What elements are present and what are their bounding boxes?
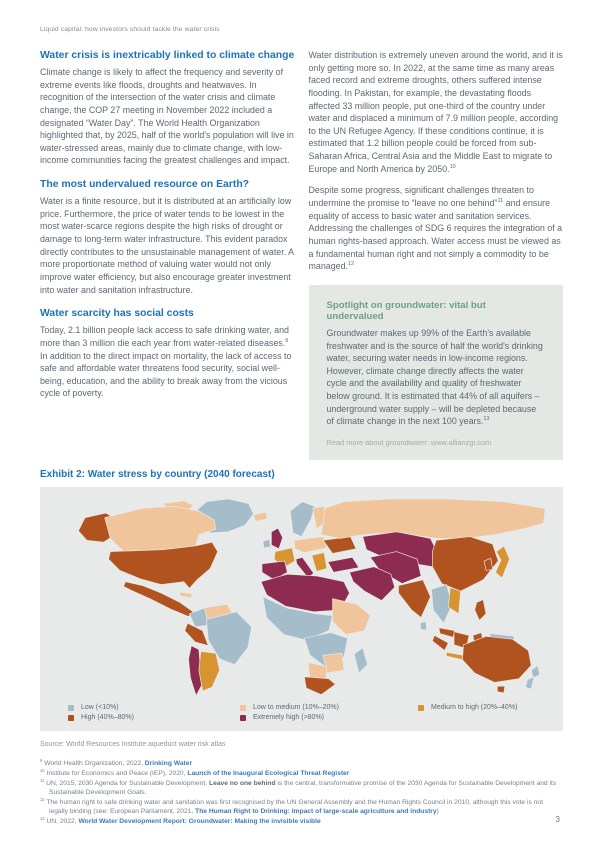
left-column xyxy=(40,49,295,460)
map-region-vietnam xyxy=(448,587,460,613)
map-region-sudan-horn xyxy=(333,599,371,635)
map-region-south-africa xyxy=(304,677,335,695)
footnote-ref-11: 11 xyxy=(497,198,504,205)
footnote-bold-text: Leave no one behind xyxy=(209,779,276,787)
paragraph-sdg6: Despite some progress, significant challenges threaten to undermine the promise to “leave no one behind”$^{11}$ and ensure equality of access to basic water and sanitation services. Addressing the challenges of SDG 6 requires the integration of a human rights-based approach. Water access must be viewed as a fundamental human right and not simply a commodity to be managed.$^{12}$ xyxy=(308,185,563,272)
legend-label: Medium to high (20%–40%) xyxy=(431,704,518,712)
footnotes xyxy=(40,759,563,826)
map-panel xyxy=(40,487,563,731)
map-region-scandinavia xyxy=(290,502,314,537)
map-region-malaysia xyxy=(439,628,455,637)
map-region-uk xyxy=(271,528,282,549)
footnote-link[interactable]: Drinking Water xyxy=(144,760,193,768)
spotlight-heading: Spotlight on groundwater: vital but undervalued xyxy=(326,299,486,322)
map-region-ukraine xyxy=(323,537,356,554)
legend-swatch xyxy=(240,715,246,721)
right-column xyxy=(309,49,564,460)
legend-swatch xyxy=(68,705,74,711)
map-region-turkey xyxy=(328,557,359,572)
map-region-tasmania xyxy=(497,686,505,693)
two-column-body xyxy=(40,49,563,460)
section-heading-undervalued: The most undervalued resource on Earth? xyxy=(40,179,250,191)
paragraph-social-costs: Today, 2.1 billion people lack access to safe drinking water, and more than 3 million die each year from water-related diseases.$^9$ In addition to the direct impact on mortality, the lack of access to safe and affordable water threatens food security, social well-being, education, and the ability to break away from the vicious cycle of poverty. xyxy=(40,325,292,399)
footnote-ref-13: 13 xyxy=(483,416,490,423)
spotlight-box xyxy=(309,285,564,460)
legend-item xyxy=(418,704,551,711)
footnote-link[interactable]: Launch of the Inaugural Ecological Threat Register xyxy=(187,770,350,777)
map-region-mexico xyxy=(124,582,194,617)
map-region-russia xyxy=(321,499,545,539)
map-region-central-europe xyxy=(294,537,327,553)
legend-item xyxy=(68,704,240,711)
world-water-stress-map xyxy=(52,497,551,698)
map-region-ireland xyxy=(263,539,271,547)
footnote-ref-9: 9 xyxy=(285,337,289,344)
legend-label: Low (<10%) xyxy=(81,704,119,712)
footnote-ref-10: 10 xyxy=(449,163,456,170)
map-region-argentina xyxy=(199,651,220,691)
map-region-australia xyxy=(462,636,531,682)
legend-item xyxy=(240,704,418,711)
legend-label: Low to medium (10%–20%) xyxy=(253,704,339,712)
map-region-india xyxy=(398,580,430,618)
footnote: $^{12}$ The human right to safe drinking water and sanitation was first recognised by the UN General Assembly and the Human Rights Council in 2010, although this vote is not legally binding (see: European Parliament, 2021, The Human Right to Drinking: Impact of large-scale agriculture and industry) xyxy=(40,796,543,816)
legend-swatch xyxy=(418,705,424,711)
legend-item xyxy=(240,714,418,721)
map-region-balkans xyxy=(312,553,327,572)
map-region-cuba xyxy=(180,592,192,598)
map-region-new-zealand xyxy=(531,666,539,678)
paragraph-undervalued: Water is a finite resource, but it is distributed at an artificially low price. Furthermore, the price of water tends to be lowest in the most water-scarce regions despite the high risks of drought or damage to long-term water infrastructure. This evident paradox directly contributes to the unsustainable management of water. A more proportionate method of valuing water would not only improve water efficiency, but also encourage greater investment into water and sanitation infrastructure. xyxy=(40,196,294,295)
source-note: Source: World Resources Institute aqueduct water risk atlas xyxy=(40,741,226,749)
map-region-philippines xyxy=(475,600,486,621)
legend-item xyxy=(68,714,240,721)
map-legend xyxy=(52,698,551,723)
legend-swatch xyxy=(240,705,246,711)
section-heading-social-costs: Water scarcity has social costs xyxy=(40,308,194,320)
document-header: Liquid capital: how investors should tackle the water crisis xyxy=(40,26,220,33)
paragraph-distribution: Water distribution is extremely uneven around the world, and it is only getting more so. In 2022, at the same time as many areas faced record and extreme droughts, others suffered intense flooding. In Pakistan, for example, the devastating floods affected 33 million people, put one-third of the country under water and displaced a minimum of 7.9 million people, according to the UN Refugee Agency. If these conditions continue, it is estimated that 1.2 billion people could be forced from sub-Saharan Africa, Central Asia and the Middle East to migrate to Europe and North America by 2050.10 xyxy=(308,50,563,174)
footnote: $^{13}$ UN, 2022, World Water Development Report: Groundwater: Making the invisible visible xyxy=(40,815,321,825)
map-region-sri-lanka xyxy=(420,621,427,629)
section-heading-climate: Water crisis is inextricably linked to climate change xyxy=(40,50,295,61)
exhibit-title: Exhibit 2: Water stress by country (2040 forecast) xyxy=(40,469,275,481)
paragraph-climate: Climate change is likely to affect the frequency and severity of extreme events like floods, droughts and heatwaves. In recognition of the intersection of the water crisis and climate change, the COP 27 meeting in November 2022 included a designated “Water Day”. The World Health Organization highlighted that, by 2025, half of the world's population will live in water-stressed areas, mainly due to climate change, with low-income communities facing the greatest challenges and impact. xyxy=(40,67,294,166)
footnote: $^9$ World Health Organization, 2022, Drinking Water xyxy=(40,758,193,768)
footnote-ref-12: 12 xyxy=(347,261,355,268)
legend-label: High (40%–80%) xyxy=(81,714,134,722)
map-region-iceland xyxy=(253,512,267,521)
page-number: 3 xyxy=(555,815,560,824)
legend-swatch xyxy=(68,715,74,721)
read-more-link[interactable]: Read more about groundwater: www.allianzgi.com xyxy=(326,438,492,448)
footnote: $^{11}$ UN, 2015, 2030 Agenda for Sustainable Development, Leave no one behind is the central, transformative promise of the 2030 Agenda for Sustainable Development and its Sustainable Development Goals. xyxy=(40,777,557,797)
footnote-link[interactable]: World Water Development Report: Groundwater: Making the invisible visible xyxy=(78,817,321,825)
map-region-madagascar xyxy=(354,648,367,673)
map-region-new-zealand xyxy=(526,677,534,689)
footnote: $^{10}$ Institute for Economics and Peace (IEP), 2020, Launch of the Inaugural Ecological Threat Register xyxy=(40,767,350,777)
footnote-link[interactable]: The Human Right to Drinking: Impact of large-scale agriculture and industry xyxy=(195,808,437,816)
legend-label: Extremely high (>80%) xyxy=(253,714,325,722)
map-region-sumatra xyxy=(432,635,448,650)
spotlight-body: Groundwater makes up 99% of the Earth's available freshwater and is the source of half the world's drinking water, securing water needs in low-income regions. However, climate change directly affects the water cycle and the availability and quality of freshwater below ground. It is estimated that 44% of all aquifers – underground water supply – will be depleted because of climate change in the next 100 years.$^{13}$ xyxy=(326,327,543,427)
